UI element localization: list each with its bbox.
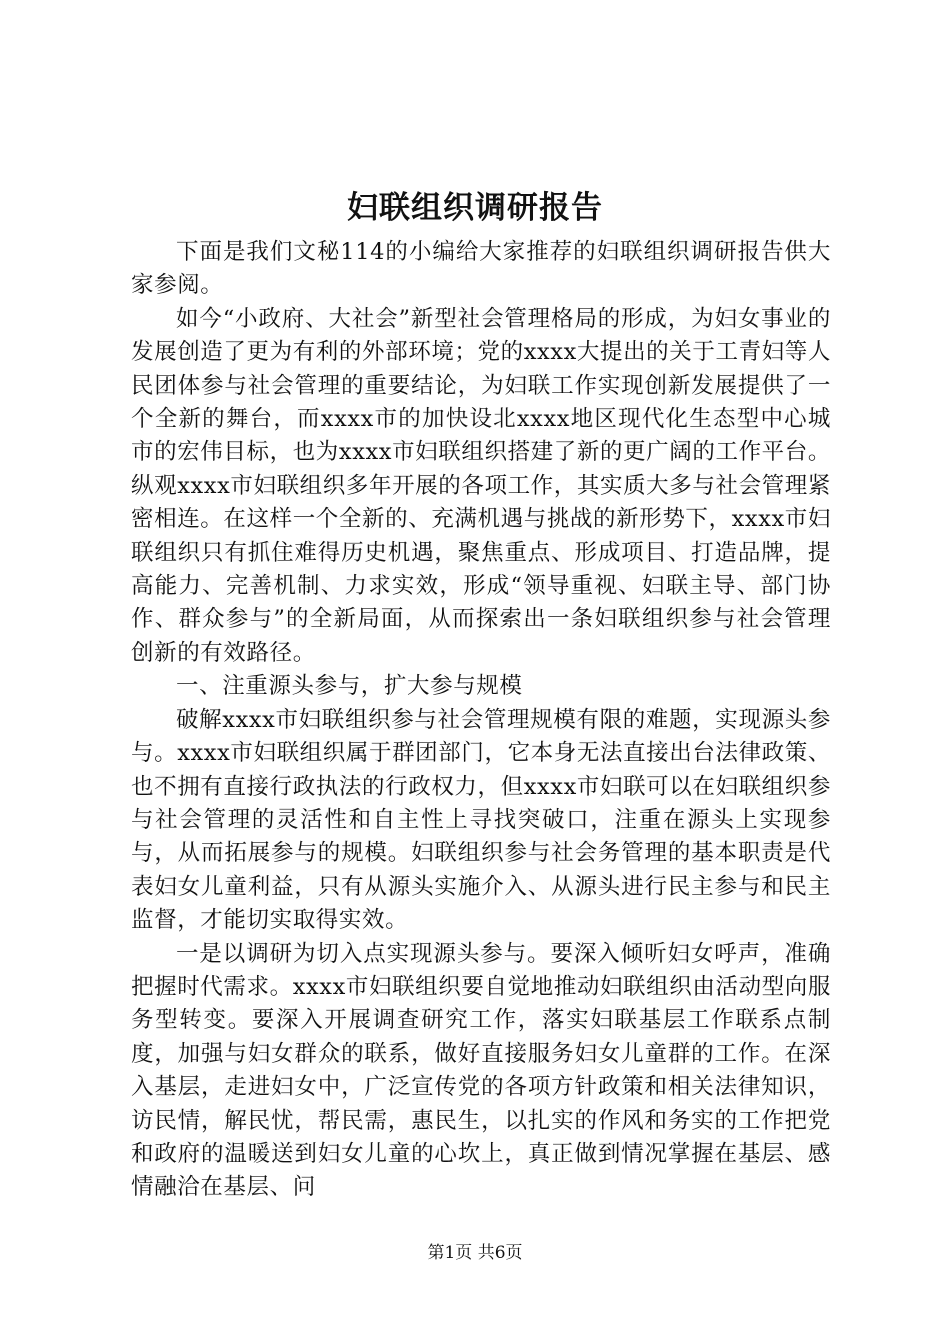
paragraph-intro: 下面是我们文秘114的小编给大家推荐的妇联组织调研报告供大家参阅。 <box>131 239 831 299</box>
section-heading: 一、注重源头参与，扩大参与规模 <box>176 673 523 700</box>
paragraph-source-participation: 破解xxxx市妇联组织参与社会管理规模有限的难题，实现源头参与。xxxx市妇联组织属于群团部门，它本身无法直接出台法律政策、也不拥有直接行政执法的行政权力，但xxxx市妇联可以在妇联组织参与社会管理的灵活性和自主性上寻找突破口，注重在源头上实现参与，从而拓展参与的规模。妇联组织参与社会务管理的基本职责是代表妇女儿童利益，只有从源头实施介入、从源头进行民主参与和民主监督，才能切实取得实效。 <box>131 706 831 934</box>
paragraph-background: 如今“小政府、大社会”新型社会管理格局的形成，为妇女事业的发展创造了更为有利的外部环境；党的xxxx大提出的关于工青妇等人民团体参与社会管理的重要结论，为妇联工作实现创新发展提供了一个全新的舞台，而xxxx市的加快设北xxxx地区现代化生态型中心城市的宏伟目标，也为xxxx市妇联组织搭建了新的更广阔的工作平台。纵观xxxx市妇联组织多年开展的各项工作，其实质大多与社会管理紧密相连。在这样一个全新的、充满机遇与挑战的新形势下，xxxx市妇联组织只有抓住难得历史机遇，聚焦重点、形成项目、打造品牌，提高能力、完善机制、力求实效，形成“领导重视、妇联主导、部门协作、群众参与”的全新局面，从而探索出一条妇联组织参与社会管理创新的有效路径。 <box>131 305 831 666</box>
document-body <box>131 236 831 1205</box>
paragraph-research-entry: 一是以调研为切入点实现源头参与。要深入倾听妇女呼声，准确把握时代需求。xxxx市妇联组织要自觉地推动妇联组织由活动型向服务型转变。要深入开展调查研究工作，落实妇联基层工作联系点制度，加强与妇女群众的联系，做好直接服务妇女儿童群的工作。在深入基层，走进妇女中，广泛宣传党的各项方针政策和相关法律知识，访民情，解民忧，帮民需，惠民生，以扎实的作风和务实的工作把党和政府的温暖送到妇女儿童的心坎上，真正做到情况掌握在基层、感情融洽在基层、问 <box>131 940 831 1201</box>
page-footer: 第1页 共6页 <box>427 1243 523 1263</box>
document-title: 妇联组织调研报告 <box>347 190 603 226</box>
